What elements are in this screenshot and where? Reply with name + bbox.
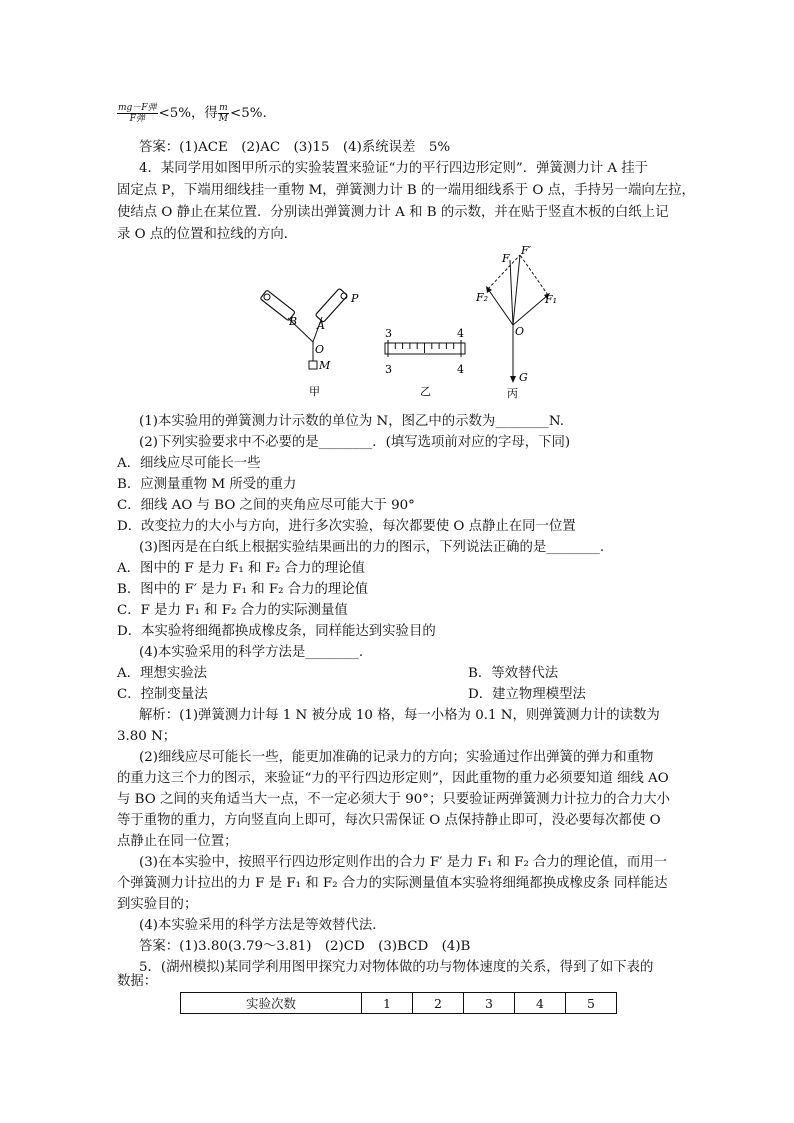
table-header-cell: 2	[413, 993, 464, 1014]
label-b: B	[289, 315, 298, 328]
fraction-1-numerator: mg－F弹	[118, 103, 157, 113]
fraction-2	[218, 103, 229, 124]
table-header-cell: 3	[464, 993, 515, 1014]
fraction-line	[117, 103, 680, 124]
figure-yi	[385, 327, 465, 398]
analysis-line-1: 解析：(1)弹簧测力计每 1 N 被分成 10 格，每一小格为 0.1 N，则弹簧测力计的读数为	[139, 708, 660, 723]
q4-sub2-option-a: A．细线应尽可能长一些	[117, 456, 261, 471]
label-a: A	[317, 319, 325, 332]
figure-bing	[475, 244, 557, 400]
label-f: F	[502, 252, 510, 265]
q4-stem-line-3: 使结点 O 静止在某位置．分别读出弹簧测力计 A 和 B 的示数，并在贴于竖直木板的白纸上记	[117, 205, 669, 220]
q4-sub2: (2)下列实验要求中不必要的是________．(填写选项前对应的字母，下同)	[139, 435, 571, 450]
analysis-line-3: (2)细线应尽可能长一些，能更加准确的记录力的方向；实验通过作出弹簧的弹力和重物	[139, 750, 654, 765]
q4-sub1: (1)本实验用的弹簧测力计示数的单位为 N，图乙中的示数为________N.	[139, 414, 564, 429]
q4-sub2-option-b: B．应测量重物 M 所受的重力	[117, 477, 297, 492]
q5-stem-line-1: 5．(湖州模拟)某同学利用图甲探究力对物体做的功与物体速度的关系，得到了如下表的	[139, 960, 654, 975]
experiment-figure	[255, 244, 558, 405]
fraction-2-numerator: m	[219, 103, 228, 113]
analysis-line-4: 的重力这三个力的图示，来验证“力的平行四边形定则”，因此重物的重力必须要知道 细线 AO	[117, 771, 669, 786]
label-f-prime: F′	[521, 244, 532, 257]
q4-stem-line-2: 固定点 P，下端用细线挂一重物 M，弹簧测力计 B 的一端用细线系于 O 点，手持另一端向左拉，	[117, 183, 695, 198]
hook-p-icon	[341, 293, 347, 299]
q4-sub3: (3)图丙是在白纸上根据实验结果画出的力的图示，下列说法正确的是________.	[139, 540, 605, 555]
q4-sub4-option-c: C．控制变量法	[117, 687, 208, 702]
fraction-1-denominator: F弹	[129, 114, 145, 124]
q4-sub4-option-b: B．等效替代法	[468, 666, 559, 681]
analysis-line-10: 到实验目的；	[117, 897, 198, 912]
label-p: P	[351, 292, 359, 305]
label-jia: 甲	[309, 385, 320, 398]
q4-sub3-option-a: A．图中的 F 是力 F₁ 和 F₂ 合力的理论值	[117, 561, 365, 576]
scale-ticks	[388, 343, 461, 353]
answer-q4: 答案：(1)3.80(3.79～3.81) (2)CD (3)BCD (4)B	[139, 939, 471, 954]
force-f2	[488, 289, 513, 325]
label-f2: F₂	[476, 291, 489, 304]
label-o: O	[315, 343, 325, 356]
q4-sub4-options-row-2	[117, 684, 680, 705]
analysis-line-8: (3)在本实验中，按照平行四边形定则作出的合力 F′ 是力 F₁ 和 F₂ 合力的理论值，而用一	[139, 855, 668, 870]
scale-label-4-top: 4	[457, 327, 464, 340]
fraction-text-2: <5%.	[230, 106, 267, 121]
weight-m	[309, 361, 317, 369]
hook-b-icon	[264, 294, 270, 300]
q4-stem-line-1: 4．某同学用如图甲所示的实验装置来验证“力的平行四边形定则”．弹簧测力计 A 挂于	[139, 161, 649, 176]
fraction-2-denominator: M	[218, 114, 229, 124]
q4-sub3-option-b: B．图中的 F′ 是力 F₁ 和 F₂ 合力的理论值	[117, 582, 369, 597]
label-m: M	[319, 359, 331, 372]
q5-stem-line-2: 数据：	[117, 974, 158, 989]
answer-q3: 答案：(1)ACE (2)AC (3)15 (4)系统误差 5%	[139, 140, 451, 155]
data-table	[180, 992, 617, 1014]
q4-stem-line-4: 录 O 点的位置和拉线的方向．	[117, 227, 298, 242]
q4-sub4-option-a: A．理想实验法	[117, 666, 208, 681]
q4-sub4: (4)本实验采用的科学方法是________.	[139, 645, 364, 660]
table-header-cell: 1	[362, 993, 413, 1014]
fraction-1	[117, 103, 158, 124]
analysis-line-2: 3.80 N；	[117, 729, 177, 744]
table-header-cell: 5	[566, 993, 617, 1014]
q4-sub3-option-d: D．本实验将细绳都换成橡皮条，同样能达到实验目的	[117, 624, 436, 639]
scale-label-4-bottom: 4	[457, 363, 464, 376]
analysis-line-9: 个弹簧测力计拉出的力 F 是 F₁ 和 F₂ 合力的实际测量值本实验将细绳都换成橡皮条 同样能达	[117, 876, 668, 891]
analysis-line-5: 与 BO 之间的夹角适当大一点，不一定必须大于 90°；只要验证两弹簧测力计拉力的合力大小	[117, 792, 671, 807]
scale-label-3-top: 3	[385, 327, 392, 340]
figure-jia	[260, 288, 359, 398]
label-yi: 乙	[420, 385, 431, 398]
table-header-cell: 实验次数	[181, 993, 362, 1014]
label-g: G	[519, 371, 528, 384]
q4-sub4-option-d: D．建立物理模型法	[468, 687, 586, 702]
analysis-line-6: 等于重物的重力，方向竖直向上即可，每次只需保证 O 点保持静止即可，没必要每次都使 O	[117, 813, 661, 828]
analysis-line-7: 点静止在同一位置；	[117, 834, 238, 849]
q4-sub3-option-c: C．F 是力 F₁ 和 F₂ 合力的实际测量值	[117, 603, 348, 618]
label-o2: O	[515, 325, 525, 338]
q4-sub4-options-row-1	[117, 663, 680, 684]
table-row	[181, 993, 617, 1014]
fraction-text-1: <5%，得	[158, 106, 218, 121]
force-f1	[513, 295, 548, 325]
table-header-cell: 4	[515, 993, 566, 1014]
scale-label-3-bottom: 3	[385, 363, 392, 376]
force-f	[510, 260, 513, 325]
analysis-line-11: (4)本实验采用的科学方法是等效替代法．	[139, 918, 386, 933]
q4-sub2-option-d: D．改变拉力的大小与方向，进行多次实验，每次都要使 O 点静止在同一位置	[117, 519, 576, 534]
q4-sub2-option-c: C．细线 AO 与 BO 之间的夹角应尽可能大于 90°	[117, 498, 415, 513]
label-bing: 丙	[507, 387, 518, 400]
force-f-prime	[513, 255, 520, 325]
label-f1: F₁	[545, 293, 558, 306]
